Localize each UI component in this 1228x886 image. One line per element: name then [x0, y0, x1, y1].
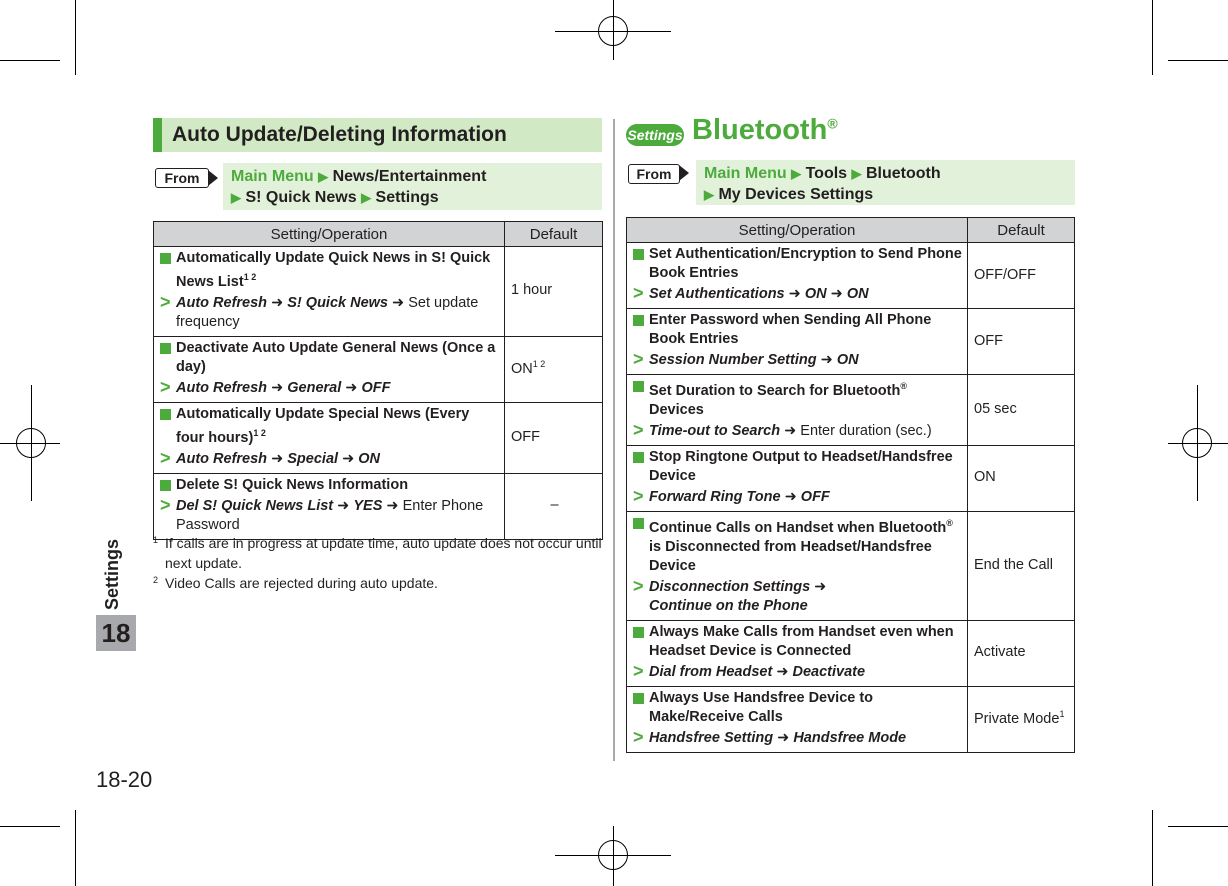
table-row: [627, 620, 1075, 686]
section-heading-auto-update: [153, 118, 602, 152]
heading-accent-bar: [153, 118, 162, 152]
item-text: Enter Password when Sending All Phone Book Entries: [649, 312, 932, 347]
operation: [633, 419, 963, 441]
op-step: General: [287, 379, 342, 396]
registered-mark: ®: [900, 381, 907, 391]
arrow-icon: ➜: [820, 352, 833, 368]
arrow-icon: ➜: [814, 578, 827, 595]
bullet-square-icon: [160, 480, 171, 491]
op-step: Handsfree Mode: [793, 729, 907, 746]
arrow-icon: ➜: [776, 663, 789, 680]
title-text: Bluetooth: [692, 114, 828, 146]
arrow-icon: ➜: [342, 450, 355, 467]
chevron-right-icon: >: [160, 291, 171, 312]
setting-item: [633, 311, 963, 349]
from-label: From: [155, 168, 209, 188]
chevron-right-icon: >: [160, 494, 171, 515]
crop-mark: [75, 810, 76, 886]
registered-mark: ®: [827, 115, 838, 132]
item-text: Deactivate Auto Update General News (Once a day): [176, 339, 496, 375]
settings-table-left: [153, 221, 603, 540]
setting-cell: [154, 473, 505, 539]
chevron-right-icon: >: [160, 376, 171, 397]
path-arrow-icon: ▶: [318, 169, 329, 184]
setting-cell: [627, 445, 968, 511]
table-row: [627, 375, 1075, 446]
from-label: From: [628, 164, 680, 184]
path-arrow-icon: ▶: [231, 190, 241, 205]
footnote: [153, 573, 603, 593]
item-text: Stop Ringtone Output to Headset/Handsfree Device: [649, 448, 953, 484]
op-step: ON: [358, 450, 381, 467]
page-number: 18-20: [96, 767, 153, 792]
settings-table-right: [626, 217, 1075, 753]
item-text: Always Use Handsfree Device to Make/Receive Calls: [649, 689, 874, 725]
item-text: Always Make Calls from Handset even when Headset Device is Connected: [649, 623, 954, 659]
path-step: Settings: [375, 189, 439, 206]
setting-cell: [627, 309, 968, 375]
default-cell: Activate: [968, 620, 1075, 686]
header-setting: Setting/Operation: [154, 222, 505, 247]
operation: [160, 494, 500, 535]
table-row: [627, 243, 1075, 309]
path-arrow-icon: ▶: [361, 190, 372, 205]
chevron-right-icon: >: [633, 485, 644, 506]
default-cell: OFF: [505, 402, 603, 473]
registration-mark: [16, 428, 46, 458]
footnotes: [153, 533, 603, 593]
default-value: ON: [511, 361, 533, 378]
op-step: Forward Ring Tone: [649, 488, 781, 505]
item-text: Set Duration to Search for Bluetooth: [649, 382, 901, 399]
setting-item: [160, 249, 500, 292]
chevron-right-icon: >: [633, 575, 644, 596]
op-step: Enter duration (sec.): [800, 422, 932, 439]
table-row: [154, 473, 603, 539]
crop-mark: [1152, 810, 1153, 886]
op-step: Session Number Setting: [649, 352, 817, 368]
table-row: [627, 686, 1075, 752]
arrow-icon: ➜: [271, 294, 284, 311]
from-arrow-icon: [679, 165, 689, 181]
bullet-square-icon: [633, 381, 644, 392]
item-text: is Disconnected from Headset/Handsfree Device: [649, 538, 932, 574]
chevron-right-icon: >: [633, 726, 644, 747]
op-step: Set update frequency: [176, 294, 479, 330]
chevron-right-icon: >: [633, 419, 644, 440]
default-cell: OFF/OFF: [968, 243, 1075, 309]
op-step: OFF: [361, 379, 391, 396]
from-arrow-icon: [208, 170, 218, 186]
path-step: News/Entertainment: [332, 168, 487, 185]
page-title: [692, 114, 838, 147]
setting-cell: [627, 686, 968, 752]
crop-mark: [1168, 60, 1228, 61]
arrow-icon: ➜: [386, 497, 399, 514]
registration-mark: [598, 840, 628, 870]
op-step: Handsfree Setting: [649, 729, 774, 746]
footnote: [153, 533, 603, 573]
op-step: S! Quick News: [287, 294, 388, 311]
table-row: [154, 247, 603, 337]
path-step: My Devices Settings: [718, 186, 874, 203]
table-header: [627, 218, 1075, 243]
arrow-icon: ➜: [788, 286, 801, 302]
item-text: Devices: [649, 401, 704, 418]
item-text: Delete S! Quick News Information: [176, 476, 409, 493]
menu-path: [223, 163, 602, 210]
setting-item: [160, 476, 500, 495]
op-step: Deactivate: [792, 663, 866, 680]
arrow-icon: ➜: [392, 294, 405, 311]
registration-mark: [1182, 428, 1212, 458]
footnote-text: Video Calls are rejected during auto update.: [165, 575, 438, 591]
item-text: Automatically Update Quick News in S! Quick News List: [176, 250, 491, 290]
section-title: Auto Update/Deleting Information: [172, 123, 507, 146]
operation: [160, 376, 500, 398]
arrow-icon: ➜: [784, 488, 797, 505]
arrow-icon: ➜: [345, 379, 358, 396]
arrow-icon: ➜: [830, 286, 843, 302]
default-cell: [968, 686, 1075, 752]
chevron-right-icon: >: [633, 283, 644, 303]
op-step: Auto Refresh: [176, 294, 268, 311]
setting-cell: [154, 402, 505, 473]
footnote-ref: 1: [1059, 709, 1065, 720]
setting-cell: [627, 511, 968, 620]
footnote-ref: 1 2: [532, 359, 546, 370]
header-default: Default: [505, 222, 603, 247]
bullet-square-icon: [633, 627, 644, 638]
chapter-side-label: [96, 540, 138, 620]
setting-item: [633, 689, 963, 727]
table-row: [627, 511, 1075, 620]
default-cell: 1 hour: [505, 247, 603, 337]
footnote-ref: 1 2: [243, 272, 257, 282]
operation: [633, 351, 963, 370]
operation: [160, 291, 500, 332]
table-row: [627, 445, 1075, 511]
default-cell: OFF: [968, 309, 1075, 375]
path-step: S! Quick News: [245, 189, 357, 206]
setting-cell: [154, 247, 505, 337]
path-main-menu: Main Menu: [231, 168, 314, 185]
op-step: Special: [287, 450, 339, 467]
op-step: Time-out to Search: [649, 422, 781, 439]
bullet-square-icon: [160, 343, 171, 354]
item-text: Automatically Update Special News (Every four hours): [176, 405, 470, 446]
path-step: Bluetooth: [865, 165, 941, 182]
bullet-square-icon: [160, 253, 171, 264]
setting-cell: [627, 243, 968, 309]
bullet-square-icon: [633, 249, 644, 260]
default-cell: ON: [968, 445, 1075, 511]
footnote-number: 2: [153, 575, 159, 585]
registered-mark: ®: [946, 517, 953, 528]
default-cell: [505, 336, 603, 402]
operation: [633, 285, 963, 304]
default-value: Private Mode: [974, 711, 1060, 728]
op-step: ON: [836, 352, 859, 368]
menu-path: [696, 160, 1075, 205]
bullet-square-icon: [633, 693, 644, 704]
crop-mark: [0, 60, 60, 61]
table-row: [154, 336, 603, 402]
arrow-icon: ➜: [777, 729, 790, 746]
op-step: YES: [353, 497, 383, 514]
op-step: Auto Refresh: [176, 450, 268, 467]
bullet-square-icon: [633, 518, 644, 529]
path-step: Tools: [805, 165, 848, 182]
footnote-text: If calls are in progress at update time, auto update does not occur until next update.: [165, 535, 602, 571]
table-row: [154, 402, 603, 473]
op-step: OFF: [800, 488, 830, 505]
chapter-side-text: Settings: [102, 538, 122, 610]
table-header: [154, 222, 603, 247]
operation: [160, 447, 500, 469]
header-setting: Setting/Operation: [627, 218, 968, 243]
setting-item: [633, 245, 963, 283]
settings-category-badge: Settings: [626, 124, 684, 146]
path-arrow-icon: ▶: [704, 187, 714, 202]
setting-item: [160, 405, 500, 448]
op-step: Dial from Headset: [649, 663, 773, 680]
setting-item: [633, 514, 963, 576]
setting-cell: [627, 620, 968, 686]
op-step: Set Authentications: [649, 286, 785, 302]
operation: [633, 726, 963, 748]
setting-item: [633, 623, 963, 661]
chapter-number-badge: 18: [96, 615, 136, 651]
path-arrow-icon: ▶: [851, 166, 862, 181]
table-row: [627, 309, 1075, 375]
operation: [633, 575, 963, 616]
setting-item: [633, 448, 963, 486]
setting-item: [633, 377, 963, 420]
bullet-square-icon: [633, 315, 644, 326]
op-step: Enter Phone Password: [176, 497, 484, 533]
arrow-icon: ➜: [271, 450, 284, 467]
footnote-ref: 1 2: [253, 427, 266, 438]
path-main-menu: Main Menu: [704, 165, 787, 182]
op-step: ON: [804, 286, 827, 302]
setting-item: [160, 339, 500, 377]
header-default: Default: [968, 218, 1075, 243]
setting-cell: [627, 375, 968, 446]
arrow-icon: ➜: [337, 497, 350, 514]
item-text: Set Authentication/Encryption to Send Phone Book Entries: [649, 246, 962, 281]
registration-mark: [598, 16, 628, 46]
bullet-square-icon: [160, 409, 171, 420]
crop-mark: [1168, 826, 1228, 827]
op-step: Continue on the Phone: [649, 597, 808, 614]
op-step: Del S! Quick News List: [176, 497, 334, 514]
chevron-right-icon: >: [160, 447, 171, 468]
arrow-icon: ➜: [271, 379, 284, 396]
footnote-number: 1: [153, 535, 159, 545]
column-divider: [613, 119, 615, 761]
op-step: ON: [846, 286, 869, 302]
path-arrow-icon: ▶: [791, 166, 802, 181]
operation: [633, 485, 963, 507]
arrow-icon: ➜: [784, 422, 797, 439]
crop-mark: [1152, 0, 1153, 75]
crop-mark: [0, 826, 60, 827]
op-step: Auto Refresh: [176, 379, 268, 396]
op-step: Disconnection Settings: [649, 578, 811, 595]
operation: [633, 660, 963, 682]
item-text: Continue Calls on Handset when Bluetooth: [649, 519, 947, 536]
default-cell: 05 sec: [968, 375, 1075, 446]
crop-mark: [75, 0, 76, 75]
chevron-right-icon: >: [633, 349, 644, 369]
bullet-square-icon: [633, 452, 644, 463]
default-cell: End the Call: [968, 511, 1075, 620]
default-cell: –: [505, 473, 603, 539]
setting-cell: [154, 336, 505, 402]
chevron-right-icon: >: [633, 660, 644, 681]
